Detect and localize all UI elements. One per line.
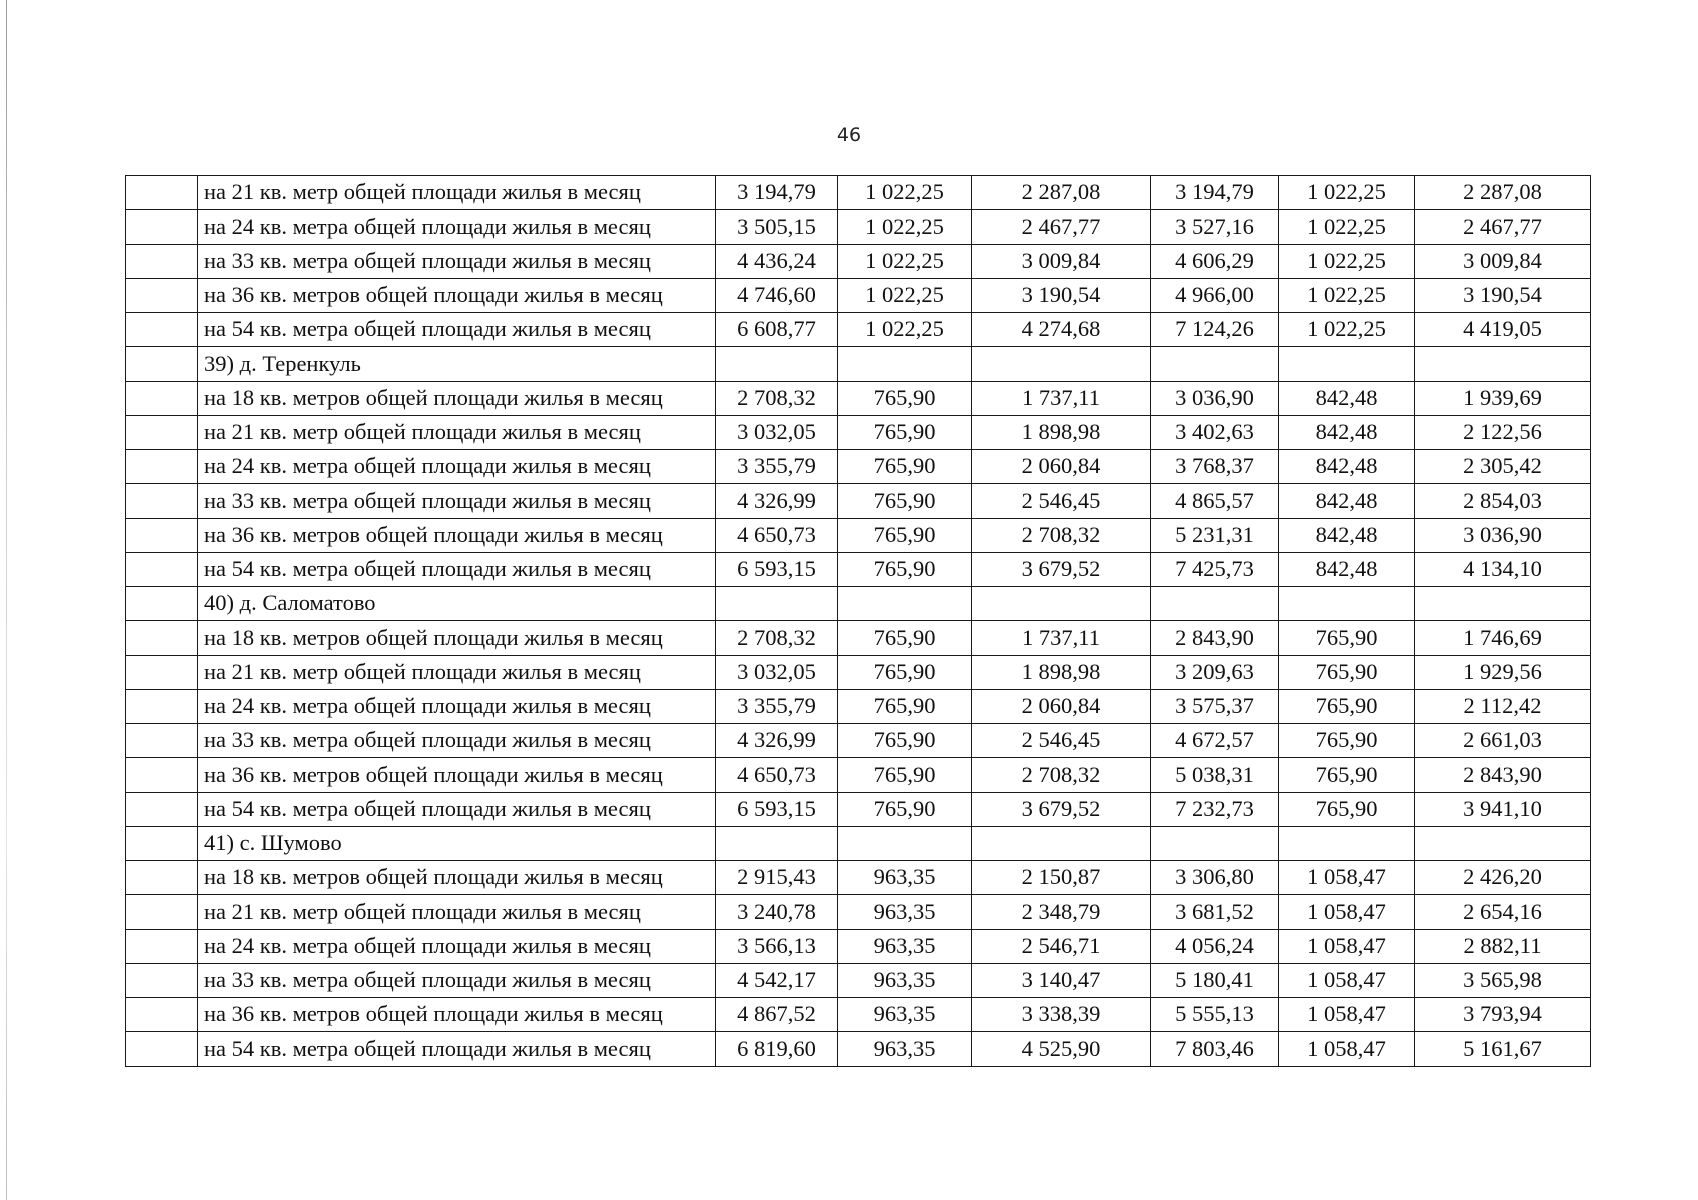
row-label: на 21 кв. метр общей площади жилья в месяц bbox=[198, 176, 716, 210]
row-number-cell bbox=[126, 655, 198, 689]
value-cell: 1 058,47 bbox=[1279, 963, 1415, 997]
value-cell: 963,35 bbox=[838, 963, 972, 997]
value-cell: 2 467,77 bbox=[1415, 210, 1591, 244]
value-cell: 3 355,79 bbox=[716, 689, 838, 723]
value-cell: 3 032,05 bbox=[716, 655, 838, 689]
value-cell: 3 036,90 bbox=[1151, 381, 1279, 415]
value-cell: 4 436,24 bbox=[716, 244, 838, 278]
value-cell: 7 425,73 bbox=[1151, 552, 1279, 586]
table-row bbox=[126, 415, 1591, 449]
value-cell: 963,35 bbox=[838, 861, 972, 895]
value-cell: 3 036,90 bbox=[1415, 518, 1591, 552]
value-cell: 1 022,25 bbox=[1279, 210, 1415, 244]
empty-cell bbox=[838, 347, 972, 381]
value-cell: 4 056,24 bbox=[1151, 929, 1279, 963]
row-number-cell bbox=[126, 210, 198, 244]
value-cell: 5 038,31 bbox=[1151, 758, 1279, 792]
row-label: на 36 кв. метров общей площади жилья в месяц bbox=[198, 998, 716, 1032]
value-cell: 1 022,25 bbox=[1279, 244, 1415, 278]
value-cell: 7 803,46 bbox=[1151, 1032, 1279, 1066]
row-label: на 54 кв. метра общей площади жилья в месяц bbox=[198, 1032, 716, 1066]
value-cell: 2 654,16 bbox=[1415, 895, 1591, 929]
value-cell: 7 124,26 bbox=[1151, 313, 1279, 347]
row-label: на 54 кв. метра общей площади жилья в месяц bbox=[198, 552, 716, 586]
value-cell: 2 287,08 bbox=[972, 176, 1151, 210]
value-cell: 4 867,52 bbox=[716, 998, 838, 1032]
value-cell: 4 650,73 bbox=[716, 758, 838, 792]
empty-cell bbox=[1415, 347, 1591, 381]
value-cell: 765,90 bbox=[1279, 724, 1415, 758]
row-label: на 18 кв. метров общей площади жилья в месяц bbox=[198, 861, 716, 895]
row-label: на 18 кв. метров общей площади жилья в месяц bbox=[198, 621, 716, 655]
value-cell: 765,90 bbox=[838, 792, 972, 826]
value-cell: 1 737,11 bbox=[972, 381, 1151, 415]
row-number-cell bbox=[126, 963, 198, 997]
value-cell: 4 326,99 bbox=[716, 484, 838, 518]
value-cell: 3 575,37 bbox=[1151, 689, 1279, 723]
value-cell: 765,90 bbox=[838, 450, 972, 484]
value-cell: 2 661,03 bbox=[1415, 724, 1591, 758]
value-cell: 4 966,00 bbox=[1151, 278, 1279, 312]
value-cell: 765,90 bbox=[838, 484, 972, 518]
value-cell: 1 939,69 bbox=[1415, 381, 1591, 415]
value-cell: 3 140,47 bbox=[972, 963, 1151, 997]
row-number-cell bbox=[126, 929, 198, 963]
table-row bbox=[126, 655, 1591, 689]
value-cell: 1 058,47 bbox=[1279, 1032, 1415, 1066]
row-number-cell bbox=[126, 587, 198, 621]
empty-cell bbox=[1151, 347, 1279, 381]
value-cell: 3 402,63 bbox=[1151, 415, 1279, 449]
value-cell: 2 843,90 bbox=[1415, 758, 1591, 792]
value-cell: 765,90 bbox=[1279, 758, 1415, 792]
value-cell: 6 593,15 bbox=[716, 552, 838, 586]
value-cell: 1 022,25 bbox=[1279, 313, 1415, 347]
value-cell: 765,90 bbox=[838, 381, 972, 415]
value-cell: 4 525,90 bbox=[972, 1032, 1151, 1066]
value-cell: 3 793,94 bbox=[1415, 998, 1591, 1032]
table-row bbox=[126, 998, 1591, 1032]
value-cell: 3 209,63 bbox=[1151, 655, 1279, 689]
value-cell: 1 898,98 bbox=[972, 655, 1151, 689]
value-cell: 842,48 bbox=[1279, 415, 1415, 449]
table-row bbox=[126, 861, 1591, 895]
empty-cell bbox=[838, 826, 972, 860]
scan-edge-line bbox=[6, 0, 7, 1200]
row-number-cell bbox=[126, 724, 198, 758]
value-cell: 5 161,67 bbox=[1415, 1032, 1591, 1066]
value-cell: 1 737,11 bbox=[972, 621, 1151, 655]
value-cell: 3 565,98 bbox=[1415, 963, 1591, 997]
table-row bbox=[126, 244, 1591, 278]
value-cell: 842,48 bbox=[1279, 518, 1415, 552]
row-label: на 21 кв. метр общей площади жилья в месяц bbox=[198, 415, 716, 449]
value-cell: 765,90 bbox=[1279, 621, 1415, 655]
row-label: на 33 кв. метра общей площади жилья в месяц bbox=[198, 244, 716, 278]
rates-table-body bbox=[126, 176, 1591, 1067]
value-cell: 765,90 bbox=[1279, 655, 1415, 689]
value-cell: 3 190,54 bbox=[1415, 278, 1591, 312]
table-row bbox=[126, 176, 1591, 210]
table-row bbox=[126, 313, 1591, 347]
value-cell: 3 566,13 bbox=[716, 929, 838, 963]
section-row bbox=[126, 347, 1591, 381]
empty-cell bbox=[838, 587, 972, 621]
value-cell: 4 606,29 bbox=[1151, 244, 1279, 278]
row-number-cell bbox=[126, 998, 198, 1032]
value-cell: 2 843,90 bbox=[1151, 621, 1279, 655]
row-label: на 33 кв. метра общей площади жилья в месяц bbox=[198, 484, 716, 518]
value-cell: 963,35 bbox=[838, 929, 972, 963]
empty-cell bbox=[1279, 826, 1415, 860]
row-number-cell bbox=[126, 381, 198, 415]
value-cell: 3 190,54 bbox=[972, 278, 1151, 312]
table-row bbox=[126, 1032, 1591, 1066]
section-row bbox=[126, 587, 1591, 621]
value-cell: 2 122,56 bbox=[1415, 415, 1591, 449]
row-number-cell bbox=[126, 347, 198, 381]
value-cell: 1 898,98 bbox=[972, 415, 1151, 449]
value-cell: 1 022,25 bbox=[1279, 278, 1415, 312]
row-label: на 36 кв. метров общей площади жилья в месяц bbox=[198, 278, 716, 312]
value-cell: 842,48 bbox=[1279, 484, 1415, 518]
value-cell: 2 854,03 bbox=[1415, 484, 1591, 518]
value-cell: 765,90 bbox=[1279, 792, 1415, 826]
value-cell: 1 058,47 bbox=[1279, 998, 1415, 1032]
value-cell: 1 022,25 bbox=[838, 176, 972, 210]
section-title: 39) д. Теренкуль bbox=[198, 347, 716, 381]
value-cell: 2 287,08 bbox=[1415, 176, 1591, 210]
value-cell: 4 672,57 bbox=[1151, 724, 1279, 758]
value-cell: 5 555,13 bbox=[1151, 998, 1279, 1032]
empty-cell bbox=[1415, 587, 1591, 621]
value-cell: 2 150,87 bbox=[972, 861, 1151, 895]
row-number-cell bbox=[126, 313, 198, 347]
row-label: на 24 кв. метра общей площади жилья в месяц bbox=[198, 210, 716, 244]
row-number-cell bbox=[126, 826, 198, 860]
value-cell: 4 650,73 bbox=[716, 518, 838, 552]
value-cell: 2 060,84 bbox=[972, 450, 1151, 484]
row-number-cell bbox=[126, 895, 198, 929]
value-cell: 3 941,10 bbox=[1415, 792, 1591, 826]
table-row bbox=[126, 210, 1591, 244]
table-row bbox=[126, 621, 1591, 655]
empty-cell bbox=[972, 826, 1151, 860]
value-cell: 3 009,84 bbox=[1415, 244, 1591, 278]
value-cell: 842,48 bbox=[1279, 552, 1415, 586]
value-cell: 3 681,52 bbox=[1151, 895, 1279, 929]
row-label: на 33 кв. метра общей площади жилья в месяц bbox=[198, 963, 716, 997]
value-cell: 7 232,73 bbox=[1151, 792, 1279, 826]
value-cell: 3 768,37 bbox=[1151, 450, 1279, 484]
value-cell: 3 009,84 bbox=[972, 244, 1151, 278]
value-cell: 3 527,16 bbox=[1151, 210, 1279, 244]
value-cell: 2 708,32 bbox=[716, 381, 838, 415]
row-number-cell bbox=[126, 450, 198, 484]
table-row bbox=[126, 724, 1591, 758]
row-number-cell bbox=[126, 244, 198, 278]
table-row bbox=[126, 963, 1591, 997]
value-cell: 3 679,52 bbox=[972, 552, 1151, 586]
value-cell: 765,90 bbox=[838, 552, 972, 586]
row-label: на 36 кв. метров общей площади жилья в месяц bbox=[198, 758, 716, 792]
row-label: на 21 кв. метр общей площади жилья в месяц bbox=[198, 655, 716, 689]
value-cell: 765,90 bbox=[838, 415, 972, 449]
empty-cell bbox=[1279, 347, 1415, 381]
value-cell: 963,35 bbox=[838, 998, 972, 1032]
table-row bbox=[126, 278, 1591, 312]
value-cell: 3 306,80 bbox=[1151, 861, 1279, 895]
row-label: на 54 кв. метра общей площади жилья в месяц bbox=[198, 313, 716, 347]
value-cell: 4 865,57 bbox=[1151, 484, 1279, 518]
value-cell: 3 679,52 bbox=[972, 792, 1151, 826]
value-cell: 842,48 bbox=[1279, 381, 1415, 415]
row-number-cell bbox=[126, 415, 198, 449]
table-row bbox=[126, 484, 1591, 518]
empty-cell bbox=[716, 587, 838, 621]
section-title: 41) с. Шумово bbox=[198, 826, 716, 860]
table-row bbox=[126, 758, 1591, 792]
value-cell: 4 419,05 bbox=[1415, 313, 1591, 347]
row-label: на 24 кв. метра общей площади жилья в месяц bbox=[198, 929, 716, 963]
value-cell: 3 355,79 bbox=[716, 450, 838, 484]
value-cell: 765,90 bbox=[838, 655, 972, 689]
value-cell: 765,90 bbox=[838, 621, 972, 655]
value-cell: 6 593,15 bbox=[716, 792, 838, 826]
value-cell: 2 546,71 bbox=[972, 929, 1151, 963]
value-cell: 2 915,43 bbox=[716, 861, 838, 895]
section-title: 40) д. Саломатово bbox=[198, 587, 716, 621]
value-cell: 1 929,56 bbox=[1415, 655, 1591, 689]
empty-cell bbox=[716, 826, 838, 860]
value-cell: 2 305,42 bbox=[1415, 450, 1591, 484]
value-cell: 1 058,47 bbox=[1279, 861, 1415, 895]
row-number-cell bbox=[126, 689, 198, 723]
table-row bbox=[126, 689, 1591, 723]
empty-cell bbox=[1151, 826, 1279, 860]
row-number-cell bbox=[126, 176, 198, 210]
row-number-cell bbox=[126, 861, 198, 895]
table-row bbox=[126, 792, 1591, 826]
value-cell: 3 194,79 bbox=[1151, 176, 1279, 210]
row-number-cell bbox=[126, 621, 198, 655]
value-cell: 765,90 bbox=[838, 758, 972, 792]
value-cell: 765,90 bbox=[838, 518, 972, 552]
table-row bbox=[126, 552, 1591, 586]
table-row bbox=[126, 929, 1591, 963]
value-cell: 2 426,20 bbox=[1415, 861, 1591, 895]
row-label: на 18 кв. метров общей площади жилья в месяц bbox=[198, 381, 716, 415]
page-number: 46 bbox=[836, 124, 862, 146]
value-cell: 765,90 bbox=[838, 724, 972, 758]
value-cell: 6 608,77 bbox=[716, 313, 838, 347]
value-cell: 1 058,47 bbox=[1279, 929, 1415, 963]
value-cell: 963,35 bbox=[838, 1032, 972, 1066]
value-cell: 2 060,84 bbox=[972, 689, 1151, 723]
section-row bbox=[126, 826, 1591, 860]
row-label: на 24 кв. метра общей площади жилья в месяц bbox=[198, 450, 716, 484]
value-cell: 2 112,42 bbox=[1415, 689, 1591, 723]
row-label: на 36 кв. метров общей площади жилья в месяц bbox=[198, 518, 716, 552]
row-label: на 33 кв. метра общей площади жилья в месяц bbox=[198, 724, 716, 758]
row-label: на 21 кв. метр общей площади жилья в месяц bbox=[198, 895, 716, 929]
table-row bbox=[126, 381, 1591, 415]
value-cell: 1 058,47 bbox=[1279, 895, 1415, 929]
value-cell: 3 338,39 bbox=[972, 998, 1151, 1032]
value-cell: 4 326,99 bbox=[716, 724, 838, 758]
empty-cell bbox=[1415, 826, 1591, 860]
value-cell: 1 022,25 bbox=[838, 244, 972, 278]
value-cell: 1 022,25 bbox=[1279, 176, 1415, 210]
value-cell: 2 546,45 bbox=[972, 484, 1151, 518]
value-cell: 4 542,17 bbox=[716, 963, 838, 997]
value-cell: 1 022,25 bbox=[838, 210, 972, 244]
value-cell: 2 546,45 bbox=[972, 724, 1151, 758]
value-cell: 2 708,32 bbox=[972, 518, 1151, 552]
row-number-cell bbox=[126, 484, 198, 518]
value-cell: 5 231,31 bbox=[1151, 518, 1279, 552]
empty-cell bbox=[972, 347, 1151, 381]
value-cell: 842,48 bbox=[1279, 450, 1415, 484]
value-cell: 3 240,78 bbox=[716, 895, 838, 929]
row-number-cell bbox=[126, 278, 198, 312]
value-cell: 2 708,32 bbox=[972, 758, 1151, 792]
row-number-cell bbox=[126, 792, 198, 826]
empty-cell bbox=[716, 347, 838, 381]
value-cell: 4 274,68 bbox=[972, 313, 1151, 347]
value-cell: 3 194,79 bbox=[716, 176, 838, 210]
row-number-cell bbox=[126, 518, 198, 552]
row-number-cell bbox=[126, 1032, 198, 1066]
value-cell: 765,90 bbox=[1279, 689, 1415, 723]
value-cell: 3 505,15 bbox=[716, 210, 838, 244]
row-number-cell bbox=[126, 552, 198, 586]
value-cell: 1 746,69 bbox=[1415, 621, 1591, 655]
empty-cell bbox=[1151, 587, 1279, 621]
value-cell: 4 746,60 bbox=[716, 278, 838, 312]
empty-cell bbox=[1279, 587, 1415, 621]
rates-table bbox=[125, 175, 1591, 1067]
value-cell: 1 022,25 bbox=[838, 278, 972, 312]
value-cell: 2 708,32 bbox=[716, 621, 838, 655]
value-cell: 6 819,60 bbox=[716, 1032, 838, 1066]
row-label: на 54 кв. метра общей площади жилья в месяц bbox=[198, 792, 716, 826]
value-cell: 4 134,10 bbox=[1415, 552, 1591, 586]
value-cell: 963,35 bbox=[838, 895, 972, 929]
table-row bbox=[126, 450, 1591, 484]
value-cell: 2 882,11 bbox=[1415, 929, 1591, 963]
value-cell: 2 348,79 bbox=[972, 895, 1151, 929]
value-cell: 5 180,41 bbox=[1151, 963, 1279, 997]
value-cell: 765,90 bbox=[838, 689, 972, 723]
table-row bbox=[126, 895, 1591, 929]
value-cell: 2 467,77 bbox=[972, 210, 1151, 244]
row-label: на 24 кв. метра общей площади жилья в месяц bbox=[198, 689, 716, 723]
empty-cell bbox=[972, 587, 1151, 621]
value-cell: 3 032,05 bbox=[716, 415, 838, 449]
value-cell: 1 022,25 bbox=[838, 313, 972, 347]
table-row bbox=[126, 518, 1591, 552]
row-number-cell bbox=[126, 758, 198, 792]
